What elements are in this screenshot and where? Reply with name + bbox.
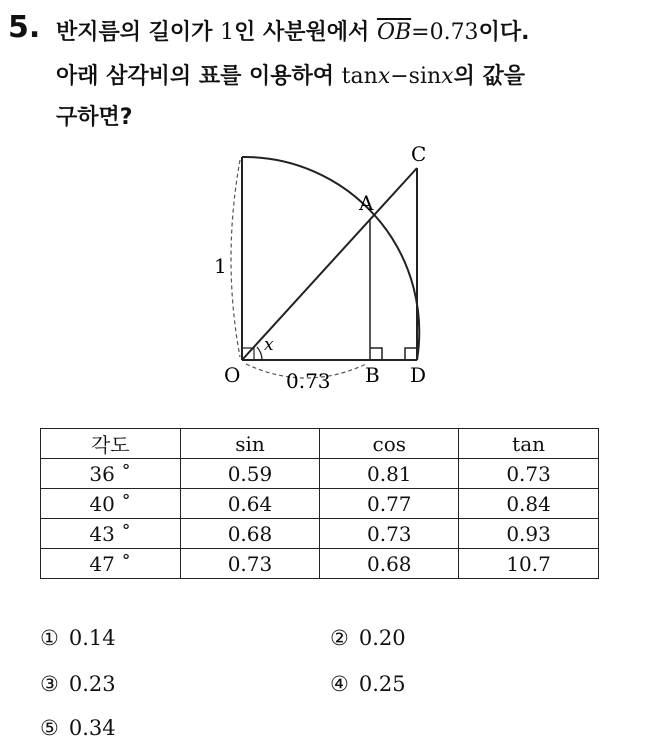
choice-5-mark: ⑤ [40,716,59,740]
cell-tan: 0.73 [459,459,599,489]
label-d: D [410,363,427,387]
header-sin: sin [180,429,320,459]
cell-cos: 0.77 [320,489,459,519]
radius-value: 1 [220,20,235,45]
tan-var: x [377,64,391,89]
cell-angle: 36 ˚ [41,459,181,489]
choice-3-value: 0.23 [68,672,116,696]
choice-1-mark: ① [40,626,59,650]
tan-fn: tan [341,64,378,89]
cell-angle: 47 ˚ [41,549,181,579]
choice-5-value: 0.34 [68,716,116,740]
trig-table [40,428,599,579]
cell-tan: 0.93 [459,519,599,549]
line-oc [242,168,417,360]
sin-var: x [441,64,454,89]
choice-2-value: 0.20 [358,626,406,650]
label-a: A [359,191,374,215]
question-number: 5. [8,10,41,45]
minus-sign: − [390,64,409,89]
radius-brace [231,160,240,357]
choice-4[interactable] [330,672,406,696]
question-text-1c: 인 사분원에서 [234,20,377,45]
choice-4-mark: ④ [330,672,349,696]
label-c: C [411,142,427,166]
question-text-1a: 반지름의 길이가 [56,20,221,45]
cell-angle: 43 ˚ [41,519,181,549]
segment-ob: $\overline{OB}$ [376,20,412,45]
choice-1[interactable] [40,626,116,650]
question-text-1d: 이다. [478,20,530,45]
cell-cos: 0.68 [320,549,459,579]
cell-angle: 40 ˚ [41,489,181,519]
choice-3-mark: ③ [40,672,59,696]
header-angle: 각도 [41,429,181,459]
choice-2-mark: ② [330,626,349,650]
table-header-row [41,429,599,459]
cell-sin: 0.73 [180,549,320,579]
header-tan: tan [459,429,599,459]
right-angle-d [405,348,417,360]
segment-value: =0.73 [411,20,479,45]
label-ob-length: 0.73 [286,369,331,393]
question-text-2a: 아래 삼각비의 표를 이용하여 [56,64,342,89]
choice-5[interactable] [40,716,116,740]
angle-arc [257,347,262,360]
cell-sin: 0.64 [180,489,320,519]
choice-1-value: 0.14 [68,626,116,650]
table-row [41,489,599,519]
label-o: O [224,363,241,387]
question-line-3: 구하면? [56,105,133,130]
right-angle-b [370,348,382,360]
cell-sin: 0.68 [180,519,320,549]
choice-3[interactable] [40,672,116,696]
label-angle-x: x [264,335,274,355]
question-text-2b: 의 값을 [453,64,526,89]
cell-cos: 0.81 [320,459,459,489]
table-row [41,549,599,579]
label-b: B [365,363,380,387]
cell-cos: 0.73 [320,519,459,549]
header-cos: cos [320,429,459,459]
table-row [41,519,599,549]
cell-sin: 0.59 [180,459,320,489]
table-row [41,459,599,489]
sin-fn: sin [408,64,442,89]
cell-tan: 10.7 [459,549,599,579]
choice-4-value: 0.25 [358,672,406,696]
cell-tan: 0.84 [459,489,599,519]
label-radius: 1 [214,254,227,278]
choice-2[interactable] [330,626,406,650]
